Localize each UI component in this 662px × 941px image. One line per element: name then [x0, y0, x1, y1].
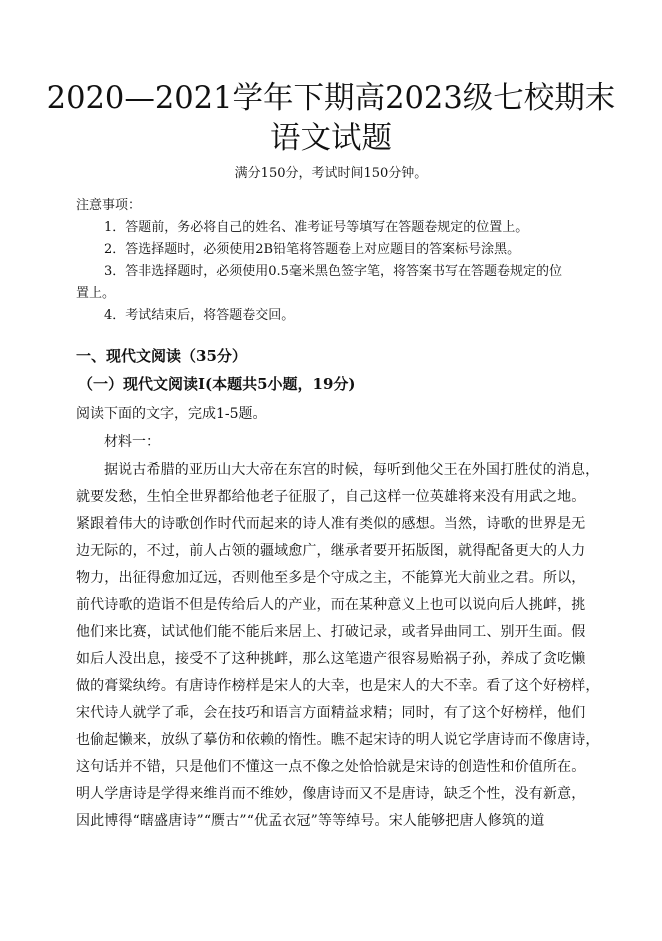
- notice-item-3-cont: 置上。: [76, 286, 116, 301]
- passage-line: 边无际的，不过，前人占领的疆域愈广，继承者要开拓版图，就得配备更大的人力: [76, 543, 586, 559]
- passage-line: 明人学唐诗是学得来维肖而不维妙，像唐诗而又不是唐诗，缺乏个性，没有新意，: [76, 786, 586, 802]
- passage-line: 他们来比赛，试试他们能不能后来居上、打破记录，或者异曲同工、别开生面。假: [76, 624, 586, 640]
- passage-line: 紧跟着伟大的诗歌创作时代而起来的诗人准有类似的感想。当然，诗歌的世界是无: [76, 516, 586, 532]
- exam-title-line2: 语文试题: [269, 121, 393, 156]
- notice-item-4: 4．考试结束后，将答题卷交回。: [104, 308, 295, 323]
- passage-line: 就要发愁，生怕全世界都给他老子征服了，自己这样一位英雄将来没有用武之地。: [76, 489, 586, 505]
- passage-line: 前代诗歌的造诣不但是传给后人的产业，而在某种意义上也可以说向后人挑衅，挑: [76, 597, 586, 613]
- passage-line: 如后人没出息，接受不了这种挑衅，那么这笔遗产很容易贻祸子孙，养成了贪吃懒: [76, 651, 586, 667]
- exam-subtitle: 满分150分，考试时间150分钟。: [234, 166, 428, 181]
- passage-line: 据说古希腊的亚历山大大帝在东宫的时候，每听到他父王在外国打胜仗的消息，: [104, 462, 600, 478]
- passage-line: 宋代诗人就学了乖，会在技巧和语言方面精益求精；同时，有了这个好榜样，他们: [76, 705, 586, 721]
- instruction-text: 阅读下面的文字，完成1-5题。: [76, 406, 267, 422]
- notice-item-1: 1．答题前，务必将自己的姓名、准考证号等填写在答题卷规定的位置上。: [104, 220, 529, 235]
- exam-title-line1: 2020—2021学年下期高2023级七校期末: [46, 81, 616, 116]
- passage-line: 物力，出征得愈加辽远，否则他至多是个守成之主，不能算光大前业之君。所以，: [76, 570, 586, 586]
- passage-line: 做的膏粱纨绔。有唐诗作榜样是宋人的大幸，也是宋人的大不幸。看了这个好榜样，: [76, 678, 600, 694]
- notice-item-2: 2．答选择题时，必须使用2B铅笔将答题卷上对应题目的答案标号涂黑。: [104, 242, 521, 257]
- material-label: 材料一：: [104, 434, 160, 450]
- subsection-heading: （一）现代文阅读Ⅰ(本题共5小题，19分): [78, 375, 356, 393]
- section-heading: 一、现代文阅读（35分）: [76, 347, 247, 365]
- notice-item-3: 3．答非选择题时，必须使用0.5毫米黑色签字笔，将答案书写在答题卷规定的位: [104, 264, 562, 279]
- notice-heading: 注意事项：: [76, 198, 142, 213]
- passage-line: 这句话并不错，只是他们不懂这一点不像之处恰恰就是宋诗的创造性和价值所在。: [76, 759, 586, 775]
- passage-line: 也偷起懒来，放纵了摹仿和依赖的惰性。瞧不起宋诗的明人说它学唐诗而不像唐诗，: [76, 732, 600, 748]
- passage-line: 因此博得“瞎盛唐诗”“赝古”“优孟衣冠”等等绰号。宋人能够把唐人修筑的道: [76, 813, 545, 829]
